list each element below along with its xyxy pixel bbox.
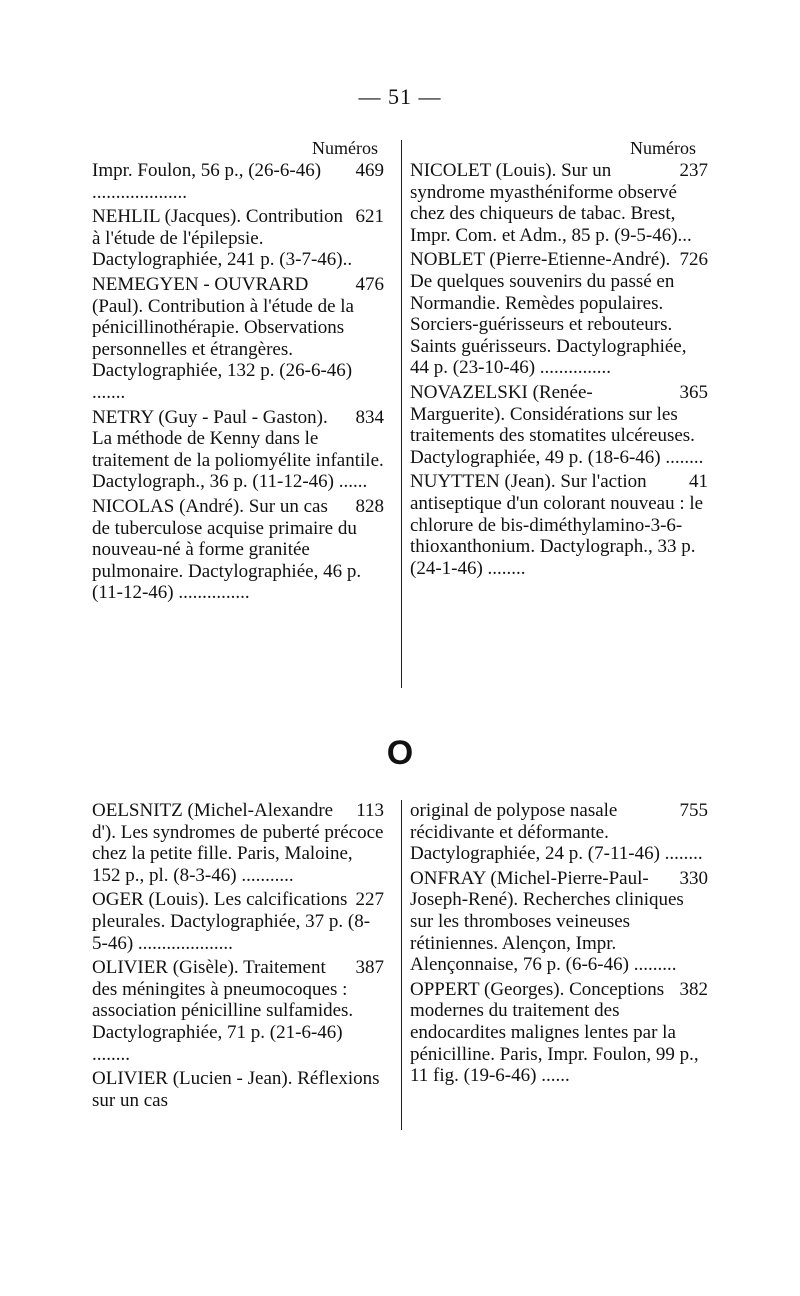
entry-text: original de polypose nasale récidivante et déformante. Dactylographiée, 24 p. (7-11-46) ........ <box>410 800 703 865</box>
entry-text: NEMEGYEN - OUVRARD (Paul). Contribution à l'étude de la pénicillinothérapie. Observations personnelles et étrangères. Dactylographiée, 132 p. (26-6-46) ....... <box>92 273 354 403</box>
entry-text: NICOLAS (André). Sur un cas de tuberculose acquise primaire du nouveau-né à forme granitée pulmonaire. Dactylographiée, 46 p. (11-12-46) ............... <box>92 495 362 604</box>
entry-text: ONFRAY (Michel-Pierre-Paul-Joseph-René). Recherches cliniques sur les thromboses veineuses rétiniennes. Alençon, Impr. Alençonnaise, 76 p. (6-6-46) ......... <box>410 867 684 976</box>
entry-number: 237 <box>679 160 708 181</box>
entry-number: 834 <box>355 406 384 428</box>
index-entry <box>410 249 708 379</box>
entry-number: 476 <box>355 273 384 295</box>
entry-number: 113 <box>356 800 384 821</box>
entry-text: NICOLET (Louis). Sur un syndrome myasthéniforme observé chez des chiqueurs de tabac. Brest, Impr. Com. et Adm., 85 p. (9-5-46)... <box>410 160 692 246</box>
entry-number: 330 <box>679 867 708 889</box>
index-entry <box>92 1068 384 1111</box>
index-entry <box>410 979 708 1087</box>
column-header-left: Numéros <box>312 138 378 158</box>
entry-number: 469 <box>355 160 384 181</box>
index-entry <box>92 496 384 604</box>
index-column-bottom-right <box>410 800 708 1090</box>
entry-text: OLIVIER (Gisèle). Traitement des méningites à pneumocoques : association pénicilline sulfamides. Dactylographiée, 71 p. (21-6-46) ........ <box>92 957 354 1065</box>
entry-text: OLIVIER (Lucien - Jean). Réflexions sur un cas <box>92 1068 380 1111</box>
column-divider-bottom <box>401 800 402 1130</box>
index-entry <box>92 889 384 954</box>
index-entry <box>410 160 708 246</box>
index-column-top-left <box>92 160 384 607</box>
index-entry <box>410 800 708 865</box>
index-entry <box>92 957 384 1065</box>
index-entry <box>410 382 708 468</box>
entry-number: 387 <box>355 957 384 979</box>
index-column-top-right <box>410 160 708 582</box>
entry-text: NEHLIL (Jacques). Contribution à l'étude de l'épilepsie. Dactylographiée, 241 p. (3-7-46).. <box>92 206 353 271</box>
entry-text: OGER (Louis). Les calcifications pleurales. Dactylographiée, 37 p. (8-5-46) .................... <box>92 889 371 954</box>
column-header-right: Numéros <box>630 138 696 158</box>
entry-number: 382 <box>679 978 708 1000</box>
index-entry <box>92 800 384 886</box>
index-entry <box>92 206 384 271</box>
page-number: — 51 — <box>358 84 442 109</box>
entry-number: 726 <box>679 249 708 271</box>
index-entry <box>410 471 708 579</box>
entry-text: NOBLET (Pierre-Etienne-André). De quelques souvenirs du passé en Normandie. Remèdes populaires. Sorciers-guérisseurs et rebouteurs. Saints guérisseurs. Dactylographiée, 44 p. (23-10-46) ............... <box>410 249 687 379</box>
entry-number: 755 <box>679 800 708 821</box>
entry-text: NUYTTEN (Jean). Sur l'action antiseptique d'un colorant nouveau : le chlorure de bis-diméthylamino-3-6-thioxanthonium. Dactylograph., 33 p. (24-1-46) ........ <box>410 471 704 579</box>
section-letter-heading: O <box>386 734 414 772</box>
entry-text: NOVAZELSKI (Renée-Marguerite). Considérations sur les traitements des stomatites ulcéreuses. Dactylographiée, 49 p. (18-6-46) ........ <box>410 381 704 468</box>
index-column-bottom-left <box>92 800 384 1114</box>
entry-number: 621 <box>355 206 384 228</box>
entry-text: OELSNITZ (Michel-Alexandre d'). Les syndromes de puberté précoce chez la petite fille. Paris, Maloine, 152 p., pl. (8-3-46) ........... <box>92 800 384 886</box>
index-entry <box>92 274 384 404</box>
entry-number: 828 <box>355 495 384 517</box>
entry-text: OPPERT (Georges). Conceptions modernes du traitement des endocardites malignes lentes par la pénicilline. Paris, Impr. Foulon, 99 p., 11 fig. (19-6-46) ...... <box>410 978 699 1087</box>
index-entry <box>92 160 384 203</box>
entry-number: 41 <box>689 471 708 493</box>
entry-text: Impr. Foulon, 56 p., (26-6-46) .................... <box>92 160 322 203</box>
index-entry <box>92 407 384 493</box>
entry-number: 365 <box>679 381 708 403</box>
entry-number: 227 <box>355 889 384 911</box>
column-divider-top <box>401 140 402 688</box>
entry-text: NETRY (Guy - Paul - Gaston). La méthode de Kenny dans le traitement de la poliomyélite infantile. Dactylograph., 36 p. (11-12-46) ...... <box>92 406 384 493</box>
index-entry <box>410 868 708 976</box>
